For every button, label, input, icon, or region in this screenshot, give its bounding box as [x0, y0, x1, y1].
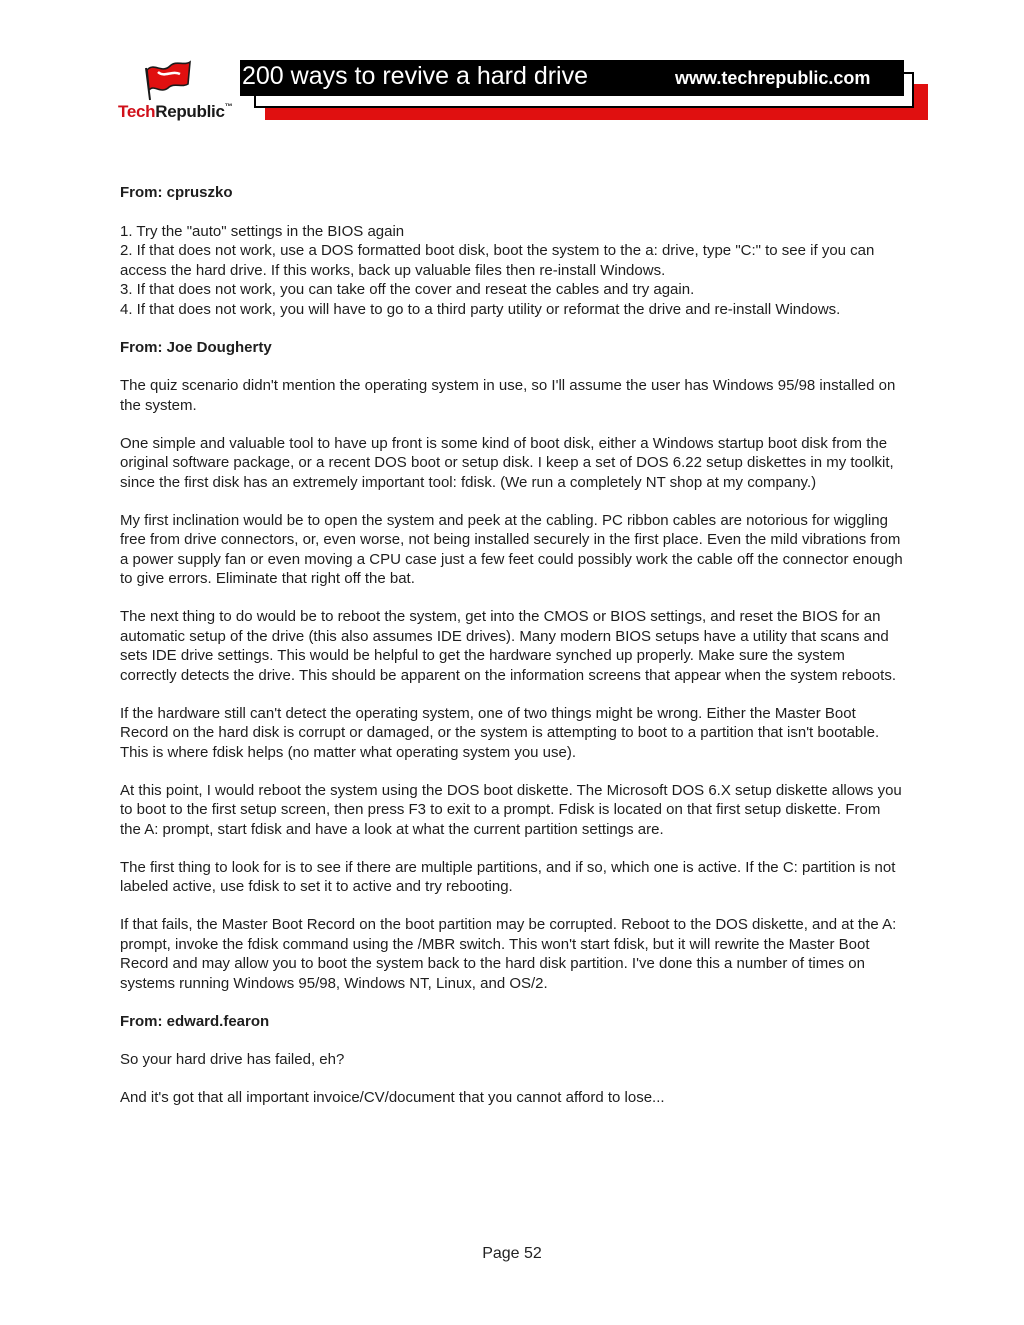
list-item: 2. If that does not work, use a DOS formatted boot disk, boot the system to the a: drive, type "C:" to see if you can access the hard drive. If this works, back up valuable files then re-install Windows. [120, 242, 875, 279]
paragraph: The first thing to look for is to see if there are multiple partitions, and if so, which one is active. If the C: partition is not labeled active, use fdisk to set it to active and try rebooting. [120, 858, 896, 895]
paragraph: The next thing to do would be to reboot the system, get into the CMOS or BIOS settings, and reset the BIOS for an automatic setup of the drive (this also assumes IDE drives). Many modern BIOS setups have a utility that scans and sets IDE drive settings. This would be helpful to get the hardware synched up properly. Make sure the system correctly detects the drive. This should be apparent on the information screens that appear when the system reboots. [120, 608, 896, 684]
logo-wordmark: TechRepublic™ [118, 102, 233, 121]
author-heading: From: cpruszko [120, 184, 233, 201]
paragraph: So your hard drive has failed, eh? [120, 1051, 345, 1068]
author-heading: From: Joe Dougherty [120, 338, 272, 356]
paragraph: If that fails, the Master Boot Record on the boot partition may be corrupted. Reboot to the DOS diskette, and at the A: prompt, invoke the fdisk command using the /MBR switch. This won't start fdisk, but it will rewrite the Master Boot Record and may allow you to boot the system back to the hard disk partition. I've done this a number of times on systems running Windows 95/98, Windows NT, Linux, and OS/2. [120, 916, 897, 992]
list-item: 1. Try the "auto" settings in the BIOS again [120, 222, 405, 240]
page-number: Page 52 [482, 1245, 542, 1262]
paragraph: And it's got that all important invoice/CV/document that you cannot afford to lose... [120, 1089, 665, 1106]
paragraph: The quiz scenario didn't mention the operating system in use, so I'll assume the user has Windows 95/98 installed on the system. [120, 377, 896, 414]
paragraph: My first inclination would be to open the system and peek at the cabling. PC ribbon cables are notorious for wiggling free from drive connectors, or, even worse, not being installed securely in the first place. Even the mild vibrations from a power supply fan or even moving a CPU case just a few feet could possibly work the cable off the connector enough to give errors. Eliminate that right off the bat. [120, 511, 903, 587]
techrepublic-logo [118, 58, 233, 128]
main-content [120, 183, 905, 1126]
list-item: 3. If that does not work, you can take off the cover and reseat the cables and try again. [120, 281, 695, 298]
author-heading: From: edward.fearon [120, 1012, 270, 1030]
document-title: 200 ways to revive a hard drive [242, 62, 589, 90]
list-item: 4. If that does not work, you will have to go to a third party utility or reformat the drive and re-install Windows. [120, 300, 841, 318]
paragraph: If the hardware still can't detect the operating system, one of two things might be wrong. Either the Master Boot Record on the hard disk is corrupt or damaged, or the system is attempting to boot to a partition that isn't bootable. This is where fdisk helps (no matter what operating system you use). [120, 704, 880, 761]
paragraph: At this point, I would reboot the system using the DOS boot diskette. The Microsoft DOS 6.X setup diskette allows you to boot to the first setup screen, then press F3 to exit to a prompt. Fdisk is located on that first setup diskette. From the A: prompt, start fdisk and have a look at what the current partition settings are. [120, 781, 902, 838]
flag-icon [144, 58, 194, 102]
tips-list [120, 222, 905, 320]
site-url: www.techrepublic.com [675, 68, 871, 88]
paragraph: One simple and valuable tool to have up front is some kind of boot disk, either a Windows startup boot disk from the original software package, or a recent DOS boot or setup disk. I keep a set of DOS 6.22 setup diskettes in my toolkit, since the first disk has an extremely important tool: fdisk. (We run a completely NT shop at my company.) [120, 434, 894, 491]
